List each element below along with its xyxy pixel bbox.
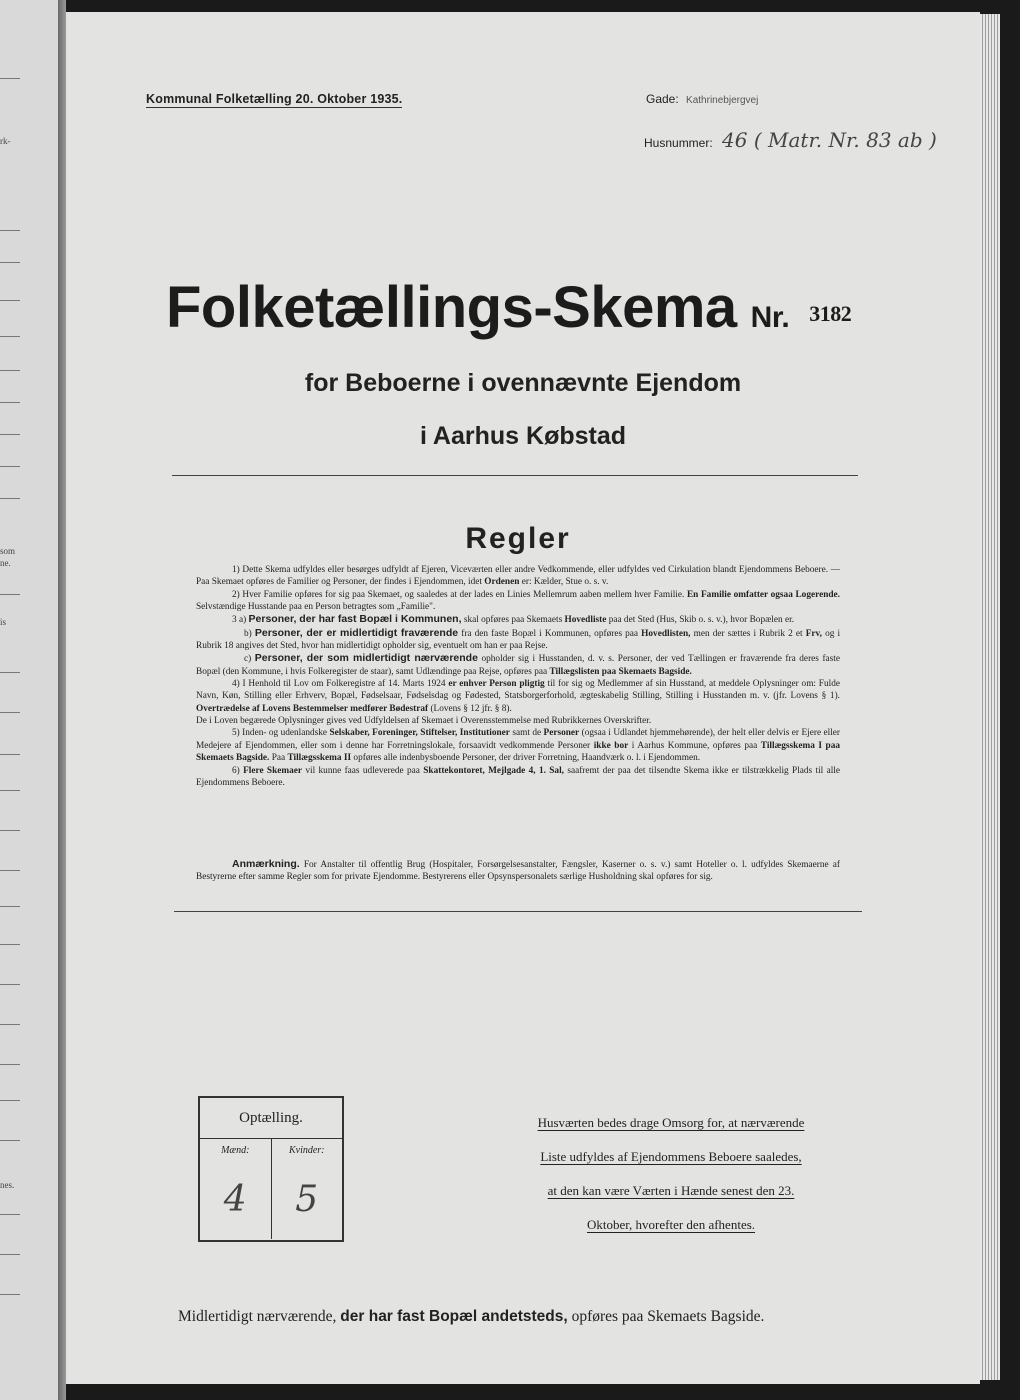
divider-bottom: [174, 911, 862, 912]
rules-body: [196, 564, 840, 789]
form-title-main: Folketællings-Skema: [166, 275, 737, 340]
tally-women-column: [272, 1139, 343, 1239]
street-value: Kathrinebjergvej: [686, 95, 759, 106]
margin-tick: [0, 944, 20, 945]
margin-fragment: ne.: [0, 558, 11, 568]
margin-tick: [0, 1214, 20, 1215]
footer-instruction: Midlertidigt nærværende, der har fast Bopæl andetsteds, opføres paa Skemaets Bagside.: [178, 1308, 765, 1325]
divider-top: [172, 475, 858, 476]
notice-line: Liste udfyldes af Ejendommens Beboere saaledes,: [540, 1149, 802, 1164]
margin-tick: [0, 1024, 20, 1025]
margin-tick: [0, 78, 20, 79]
margin-tick: [0, 594, 20, 595]
rule-3b: b) Personer, der er midlertidigt fraværende fra den faste Bopæl i Kommunen, opføres paa Hovedlisten, men der sættes i Rubrik 2 et Frv, og i Rubrik 18 angives det Sted, hvor han midlertidigt opholder sig, eventuelt om han er paa Rejse.: [196, 626, 841, 652]
tally-heading: Optælling.: [200, 1098, 342, 1139]
margin-fragment: is: [0, 617, 7, 627]
margin-tick: [0, 984, 20, 985]
adjacent-page-strip: [0, 0, 58, 1400]
note-label: Anmærkning.: [232, 858, 300, 870]
rules-heading: Regler: [465, 522, 571, 555]
census-header: Kommunal Folketælling 20. Oktober 1935.: [146, 92, 403, 106]
margin-tick: [0, 1100, 20, 1101]
margin-tick: [0, 830, 20, 831]
rule-6: 6) Flere Skemaer vil kunne faas udleverede paa Skattekontoret, Mejlgade 4, 1. Sal, saafremt der paa det tilsendte Skema ikke er tilstrækkelig Plads til alle Ejendommens Beboere.: [196, 765, 841, 788]
margin-tick: [0, 230, 20, 231]
house-number-field: [644, 128, 937, 152]
landlord-notice: [498, 1106, 844, 1242]
tally-box: [198, 1096, 344, 1242]
margin-tick: [0, 672, 20, 673]
tally-men-label: Mænd:: [221, 1145, 250, 1156]
rule-4: 4) I Henhold til Lov om Folkeregistre af 14. Marts 1924 er enhver Person pligtig til for sig og Medlemmer af sin Husstand, at meddele Oplysninger om: Fulde Navn, Køn, Stilling eller Erhverv, Bopæl, Fødselsaar, Fødselsdag og Fødested, Statsborgerforhold, ægteskabelig Stilling, Stilling i Husstanden m. v. (jfr. Lovens § 1). Overtrædelse af Lovens Bestemmelser medfører Bødestraf (Lovens § 12 jfr. § 8). De i Loven begærede Oplysninger gives ved Udfyldelsen af Skemaet i Overensstemmelse med Rubrikkernes Overskrifter.: [196, 679, 840, 727]
house-number-value: 46 ( Matr. Nr. 83 ab ): [722, 128, 937, 152]
notice-line: Oktober, hvorefter den afhentes.: [586, 1217, 756, 1232]
tally-men-column: [200, 1139, 272, 1239]
form-nr-value: 3182: [809, 301, 852, 326]
rule-3a: 3 a) Personer, der har fast Bopæl i Kommunen, skal opføres paa Skemaets Hovedliste paa det Sted (Hus, Skib o. s. v.), hvor Bopælen er.: [232, 613, 795, 626]
margin-tick: [0, 870, 20, 871]
margin-fragment: rk-: [0, 136, 11, 146]
margin-tick: [0, 1064, 20, 1065]
form-subtitle-2: i Aarhus Købstad: [419, 422, 627, 450]
margin-fragment: nes.: [0, 1180, 15, 1190]
margin-tick: [0, 402, 20, 403]
note-block: [196, 858, 840, 884]
margin-fragment: som: [0, 546, 16, 556]
house-number-label: Husnummer:: [644, 136, 713, 150]
margin-tick: [0, 300, 20, 301]
margin-tick: [0, 712, 20, 713]
margin-tick: [0, 1140, 20, 1141]
form-title: [166, 274, 851, 341]
street-field: [646, 92, 758, 106]
margin-tick: [0, 498, 20, 499]
page-stack-edge: [980, 14, 1000, 1380]
rule-3c: c) Personer, der som midlertidigt nærværende opholder sig i Husstanden, d. v. s. Personer, der ved Tællingen er fraværende fra deres faste Bopæl (den Kommune, i hvis Folkeregister de staar), samt Udlændinge paa Rejse, opføres paa Tillægslisten paa Skemaets Bagside.: [196, 652, 841, 677]
margin-tick: [0, 1254, 20, 1255]
street-label: Gade:: [646, 92, 679, 106]
note-text: For Anstalter til offentlig Brug (Hospitaler, Forsørgelsesanstalter, Fængsler, Kaserner o. s. v.) samt Hoteller o. l. udfyldes Skemaerne af Bestyrerne efter samme Regler som for private Ejendomme. Bestyrerens eller Opsynspersonalets særlige Husholdning skal opføres for sig.: [196, 860, 840, 883]
margin-tick: [0, 754, 20, 755]
margin-tick: [0, 262, 20, 263]
margin-tick: [0, 790, 20, 791]
tally-men-count: 4: [223, 1179, 247, 1220]
rule-2: 2) Hver Familie opføres for sig paa Skemaet, og saaledes at der lades en Linies Mellemrum aaben mellem hver Familie. En Familie omfatter ogsaa Logerende. Selvstændige Husstande paa en Person betragtes som „Familie".: [196, 589, 840, 613]
census-form-page: [66, 12, 980, 1384]
form-nr-label: Nr.: [750, 301, 790, 334]
margin-tick: [0, 370, 20, 371]
rule-5: 5) Inden- og udenlandske Selskaber, Foreninger, Stiftelser, Institutioner samt de Personer (ogsaa i Udlandet hjemmehørende), der helt eller delvis er Ejere eller Medejere af Ejendommen, eller som i denne har Forretningslokale, forsaavidt vedkommende Personer ikke bor i Aarhus Kommune, opføres paa Tillægsskema I paa Skemaets Bagside. Paa Tillægsskema II opføres alle indenbysboende Personer, der driver Forretning, Haandværk o. l. i Ejendommen.: [196, 728, 841, 764]
margin-tick: [0, 1294, 20, 1295]
notice-line: Husværten bedes drage Omsorg for, at nærværende: [537, 1115, 805, 1130]
book-gutter: [58, 0, 66, 1400]
tally-women-label: Kvinder:: [288, 1145, 325, 1156]
notice-line: at den kan være Værten i Hænde senest den 23.: [547, 1183, 795, 1198]
margin-tick: [0, 466, 20, 467]
rule-1: 1) Dette Skema udfyldes eller besørges udfyldt af Ejeren, Viceværten eller andre Vedkommende, eller udfyldes ved Cirkulation blandt Ejendommens Beboere. — Paa Skemaet opføres de Familier og Personer, der findes i Ejendommen, idet Ordenen er: Kælder, Stue o. s. v.: [196, 565, 840, 588]
margin-tick: [0, 434, 20, 435]
margin-tick: [0, 906, 20, 907]
tally-women-count: 5: [295, 1179, 319, 1220]
form-subtitle-1: for Beboerne i ovennævnte Ejendom: [304, 369, 742, 397]
margin-tick: [0, 336, 20, 337]
